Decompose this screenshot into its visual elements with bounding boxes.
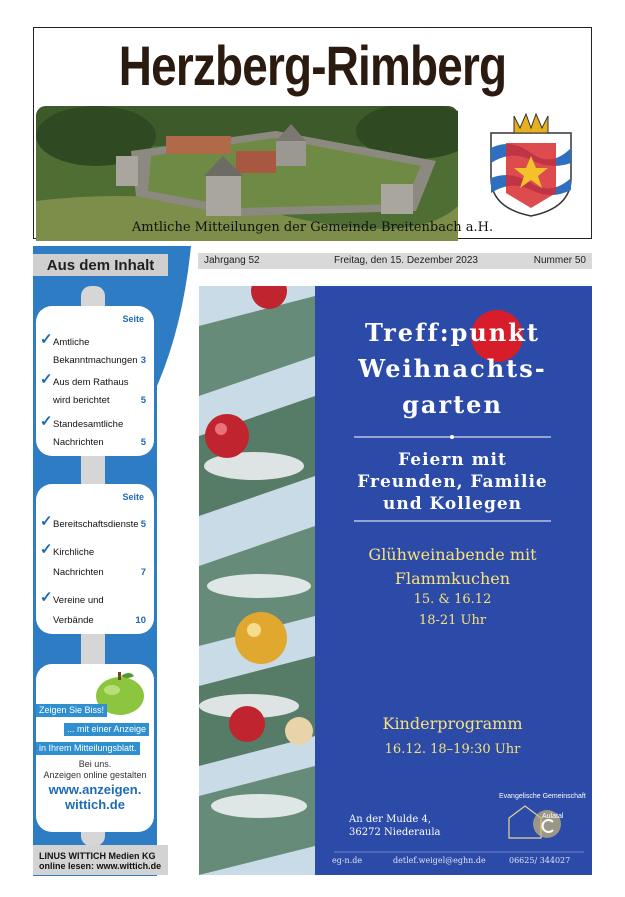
toc-page-number: 7 xyxy=(140,567,146,578)
poster-subtitle-2: Freunden, Familie xyxy=(357,472,548,492)
ad-tagline-3: in Ihrem Mitteilungsblatt. xyxy=(36,742,140,755)
contact-phone: 06625/ 344027 xyxy=(509,856,571,865)
toc-item-label: Kirchliche xyxy=(53,547,95,558)
toc-card-2 xyxy=(36,484,154,634)
checkmark-icon: ✓ xyxy=(40,331,53,348)
toc-item-label: Nachrichten xyxy=(53,437,104,448)
toc-page-number: 10 xyxy=(135,615,146,626)
ad-tagline-1: Zeigen Sie Biss! xyxy=(36,704,107,717)
toc-page-number: 3 xyxy=(140,355,146,366)
toc-page-number: 5 xyxy=(140,437,146,448)
ad-text xyxy=(36,759,154,781)
toc-item[interactable] xyxy=(40,413,150,452)
advertisement-card[interactable] xyxy=(36,664,154,832)
event-poster xyxy=(199,286,592,875)
ad-line-1: Bei uns. xyxy=(78,759,112,769)
toc-item[interactable] xyxy=(40,541,150,580)
toc-item-label: Nachrichten xyxy=(53,567,104,578)
publisher-name: LINUS WITTICH Medien KG xyxy=(39,851,156,861)
church-community-logo xyxy=(505,796,565,844)
toc-item-label: Amtliche xyxy=(53,337,90,348)
poster-address-line-1: An der Mulde 4, xyxy=(349,814,432,825)
checkmark-icon: ✓ xyxy=(40,541,53,558)
checkmark-icon: ✓ xyxy=(40,589,53,606)
toc-item-label: Verbände xyxy=(53,615,94,626)
masthead xyxy=(33,27,592,239)
logo-text-2: Aulatal xyxy=(542,813,564,820)
coat-of-arms-icon xyxy=(486,108,576,218)
poster-address-line-2: 36272 Niederaula xyxy=(349,827,441,838)
checkmark-icon: ✓ xyxy=(40,513,53,530)
poster-event-line-2: Flammkuchen xyxy=(394,569,511,588)
toc-item-label: Bereitschaftsdienste xyxy=(53,519,139,530)
poster-title-2: Weihnachts- xyxy=(358,354,547,383)
toc-item-label: Aus dem Rathaus xyxy=(53,377,129,388)
poster-address xyxy=(349,813,441,839)
ad-line-2: Anzeigen online gestalten xyxy=(43,770,147,780)
toc-item[interactable] xyxy=(40,513,150,534)
poster-kids-time: 16.12. 18–19:30 Uhr xyxy=(384,742,521,757)
masthead-subtitle: Amtliche Mitteilungen der Gemeinde Breitenbach a.H. xyxy=(131,220,494,235)
toc-item-label: Bekanntmachungen xyxy=(53,355,138,366)
poster-kids-title: Kinderprogramm xyxy=(382,714,523,733)
toc-card-1 xyxy=(36,306,154,456)
issue-number: Nummer 50 xyxy=(533,255,586,266)
newspaper-title: Herzberg-Rimberg xyxy=(118,34,507,97)
logo-text-1: Evangelische Gemeinschaft xyxy=(499,793,586,800)
seite-label: Seite xyxy=(122,314,144,324)
poster-subtitle-3: und Kollegen xyxy=(382,494,523,514)
toc-item[interactable] xyxy=(40,371,150,410)
toc-item-label: Vereine und xyxy=(53,595,104,606)
ad-url[interactable] xyxy=(36,782,154,812)
publisher-online: online lesen: www.wittich.de xyxy=(39,861,162,871)
toc-item-label: wird berichtet xyxy=(53,395,110,406)
ad-tagline-2: ... mit einer Anzeige xyxy=(64,723,149,736)
checkmark-icon: ✓ xyxy=(40,371,53,388)
poster-subtitle-1: Feiern mit xyxy=(398,450,507,470)
toc-item[interactable] xyxy=(40,589,150,628)
ad-url-line-1: www.anzeigen. xyxy=(48,782,142,797)
jahrgang-label: Jahrgang 52 xyxy=(204,255,260,266)
seite-label: Seite xyxy=(122,492,144,502)
issue-date: Freitag, den 15. Dezember 2023 xyxy=(334,255,478,266)
publisher-footer xyxy=(33,845,168,875)
contents-heading: Aus dem Inhalt xyxy=(33,254,168,276)
checkmark-icon: ✓ xyxy=(40,413,53,430)
toc-page-number: 5 xyxy=(140,395,146,406)
toc-item[interactable] xyxy=(40,331,150,370)
contact-web[interactable]: eg-n.de xyxy=(332,856,363,865)
issue-info-bar xyxy=(198,253,592,269)
poster-event-dates: 15. & 16.12 xyxy=(413,592,492,607)
poster-title-3: garten xyxy=(402,390,503,419)
poster-title-1: Treff:punkt xyxy=(365,318,540,347)
ad-url-line-2: wittich.de xyxy=(65,797,125,812)
poster-event-line-1: Glühweinabende mit xyxy=(368,545,537,564)
toc-item-label: Standesamtliche xyxy=(53,419,124,430)
toc-page-number: 5 xyxy=(140,519,146,530)
contact-email[interactable]: detlef.weigel@eghn.de xyxy=(393,856,486,865)
poster-event-time: 18-21 Uhr xyxy=(418,613,487,628)
